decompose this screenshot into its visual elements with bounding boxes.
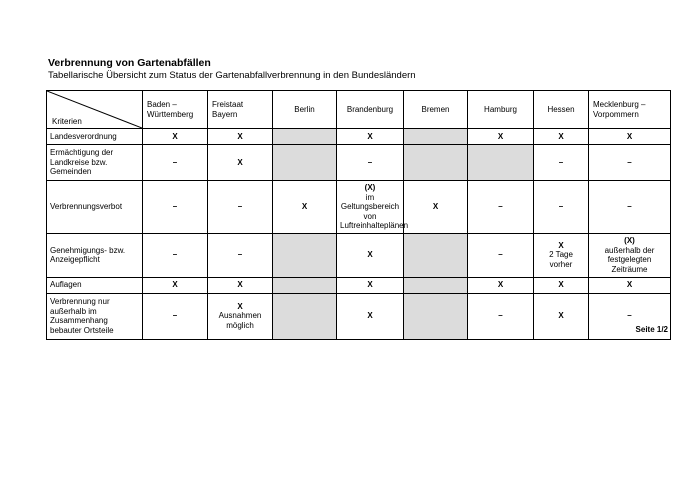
status-cell: [404, 129, 468, 145]
status-table: [46, 90, 671, 340]
status-cell: [273, 129, 337, 145]
status-cell: [468, 145, 534, 181]
status-cell: [273, 145, 337, 181]
status-cell: [143, 129, 208, 145]
status-mark: –: [627, 202, 632, 211]
status-cell: [404, 233, 468, 277]
state-header-brandenburg: Brandenburg: [337, 91, 404, 129]
status-mark: –: [237, 202, 243, 211]
status-cell: [337, 129, 404, 145]
status-mark: X: [432, 202, 439, 211]
criterion-cell: Landesverordnung: [47, 129, 143, 145]
status-cell: [468, 277, 534, 293]
status-cell: [208, 129, 273, 145]
status-mark: X: [626, 131, 633, 141]
criterion-cell: Auflagen: [47, 277, 143, 293]
status-cell: [273, 293, 337, 339]
state-header-hessen: Hessen: [534, 91, 589, 129]
status-mark: –: [172, 250, 178, 260]
criteria-header: [47, 91, 143, 129]
status-note: außerhalb der festgelegten Zeiträume: [604, 245, 655, 274]
status-mark: X: [367, 311, 373, 321]
table-row: [47, 129, 671, 145]
status-mark: X: [367, 131, 373, 141]
status-cell: [589, 129, 671, 145]
status-mark: –: [558, 157, 564, 167]
status-cell: [337, 181, 409, 234]
status-cell: [534, 233, 589, 277]
status-cell: [468, 293, 534, 339]
status-note: im Geltungsbereich von Luftreinhalteplänen: [340, 192, 409, 230]
status-cell: [534, 277, 589, 293]
status-mark: X: [237, 301, 243, 311]
criterion-cell: Verbrennungsverbot: [47, 181, 143, 234]
status-mark: X: [237, 157, 243, 167]
status-cell: [143, 181, 208, 234]
status-cell: [208, 145, 273, 181]
status-mark: X: [301, 202, 308, 211]
status-cell: [143, 293, 208, 339]
document-title: Verbrennung von Gartenabfällen: [48, 57, 211, 69]
status-mark: –: [172, 202, 178, 211]
status-mark: X: [497, 131, 504, 141]
status-note: 2 Tage vorher: [549, 250, 573, 269]
status-cell: [404, 277, 468, 293]
status-mark: X: [558, 131, 564, 141]
status-mark: –: [367, 157, 373, 167]
table-row: [47, 233, 671, 277]
status-cell: [273, 181, 337, 234]
status-cell: [337, 145, 404, 181]
table-row: [47, 181, 671, 234]
status-cell: [337, 277, 404, 293]
status-cell: [468, 233, 534, 277]
status-mark: X: [172, 131, 178, 141]
status-mark: (X): [624, 236, 635, 245]
status-cell: [468, 129, 534, 145]
status-mark: –: [498, 202, 503, 211]
status-cell: [589, 145, 671, 181]
status-cell: [337, 293, 404, 339]
status-cell: [534, 145, 589, 181]
status-mark: –: [498, 311, 503, 321]
status-mark: X: [237, 131, 243, 141]
status-cell: [273, 233, 337, 277]
state-header-bremen: Bremen: [404, 91, 468, 129]
status-cell: [143, 277, 208, 293]
status-mark: –: [558, 202, 564, 211]
status-cell: [589, 277, 671, 293]
status-cell: [337, 233, 404, 277]
status-cell: [468, 181, 534, 234]
status-mark: X: [558, 240, 564, 250]
page-number: Seite 1/2: [635, 325, 668, 334]
status-cell: [143, 145, 208, 181]
status-cell: [208, 293, 273, 339]
status-mark: –: [172, 311, 178, 321]
criterion-cell: Ermächtigung der Landkreise bzw. Gemeinden: [47, 145, 143, 181]
status-cell: [534, 129, 589, 145]
status-cell: [534, 293, 589, 339]
state-header-berlin: Berlin: [273, 91, 337, 129]
status-mark: –: [627, 157, 632, 167]
criterion-cell: Verbrennung nur außerhalb im Zusammenhang bebauter Ortsteile: [47, 293, 143, 339]
status-mark: –: [172, 157, 178, 167]
status-mark: X: [367, 280, 373, 290]
status-note: Ausnahmen möglich: [218, 311, 262, 330]
status-mark: X: [558, 280, 564, 290]
status-cell: [589, 233, 671, 277]
status-mark: X: [497, 280, 504, 290]
status-cell: [404, 181, 468, 234]
status-cell: [404, 145, 468, 181]
table-row: [47, 145, 671, 181]
status-mark: X: [237, 280, 243, 290]
status-cell: [208, 233, 273, 277]
status-cell: [534, 181, 589, 234]
state-header-mecklenburg-vorpommern: Mecklenburg – Vorpommern: [589, 91, 671, 129]
criterion-cell: Genehmigungs- bzw. Anzeigepflicht: [47, 233, 143, 277]
status-mark: X: [626, 280, 633, 290]
document-subtitle: Tabellarische Übersicht zum Status der Gartenabfallverbrennung in den Bundesländern: [48, 70, 416, 81]
status-cell: [143, 233, 208, 277]
status-mark: X: [367, 250, 373, 260]
status-cell: [404, 293, 468, 339]
state-header-bayern: Freistaat Bayern: [208, 91, 273, 129]
status-mark: –: [627, 311, 632, 321]
status-mark: X: [558, 311, 564, 321]
status-cell: [273, 277, 337, 293]
status-cell: [208, 277, 273, 293]
status-mark: –: [237, 250, 243, 260]
table-row: [47, 293, 671, 339]
status-cell: [589, 181, 671, 234]
state-header-hamburg: Hamburg: [468, 91, 534, 129]
criteria-header-label: Kriterien: [52, 116, 82, 126]
status-mark: –: [498, 250, 503, 260]
status-cell: [208, 181, 273, 234]
table-row: [47, 277, 671, 293]
state-header-baden-wuerttemberg: Baden – Württemberg: [143, 91, 208, 129]
status-mark: X: [172, 280, 178, 290]
status-mark: (X): [364, 183, 376, 192]
